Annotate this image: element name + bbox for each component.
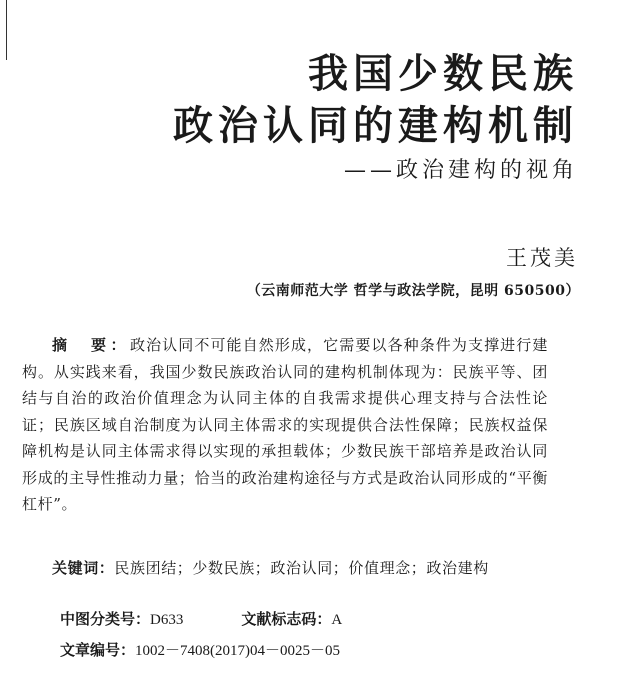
article-number-row: [60, 639, 340, 660]
keywords-label: 关键词：: [52, 559, 115, 577]
clc-label: 中图分类号：: [60, 610, 151, 628]
left-margin-rule: [6, 0, 7, 60]
abstract: [22, 332, 548, 518]
article-no-label: 文章编号：: [60, 641, 136, 659]
doc-code-label: 文献标志码：: [241, 610, 332, 628]
keywords: [22, 555, 548, 582]
article-no-value: 1002－7408(2017)04－0025－05: [135, 643, 341, 659]
abstract-label: 摘 要：: [52, 336, 130, 354]
title-block: [173, 48, 578, 186]
abstract-text: 政治认同不可能自然形成，它需要以各种条件为支撑进行建构。从实践来看，我国少数民族政治认同的建构机制体现为：民族平等、团结与自治的政治价值理念为认同主体的自我需求提供心理支持与合法性论证；民族区域自治制度为认同主体需求的实现提供合法性保障；民族权益保障机构是认同主体需求得以实现的承担载体；少数民族干部培养是政治认同形成的主导性推动力量；恰当的政治建构途径与方式是政治认同形成的“平衡杠杆”。: [22, 336, 548, 513]
author-affiliation: （云南师范大学 哲学与政法学院，昆明 650500）: [246, 283, 580, 299]
classification-row: [60, 608, 342, 629]
doc-code-value: A: [331, 612, 343, 628]
clc-value: D633: [150, 612, 184, 628]
author-name: 王茂美: [506, 246, 578, 270]
main-title-line-1: 我国少数民族: [308, 51, 578, 97]
main-title-line-2: 政治认同的建构机制: [173, 103, 578, 149]
keywords-text: 民族团结；少数民族；政治认同；价值理念；政治建构: [114, 559, 489, 577]
subtitle: ——政治建构的视角: [343, 158, 578, 183]
